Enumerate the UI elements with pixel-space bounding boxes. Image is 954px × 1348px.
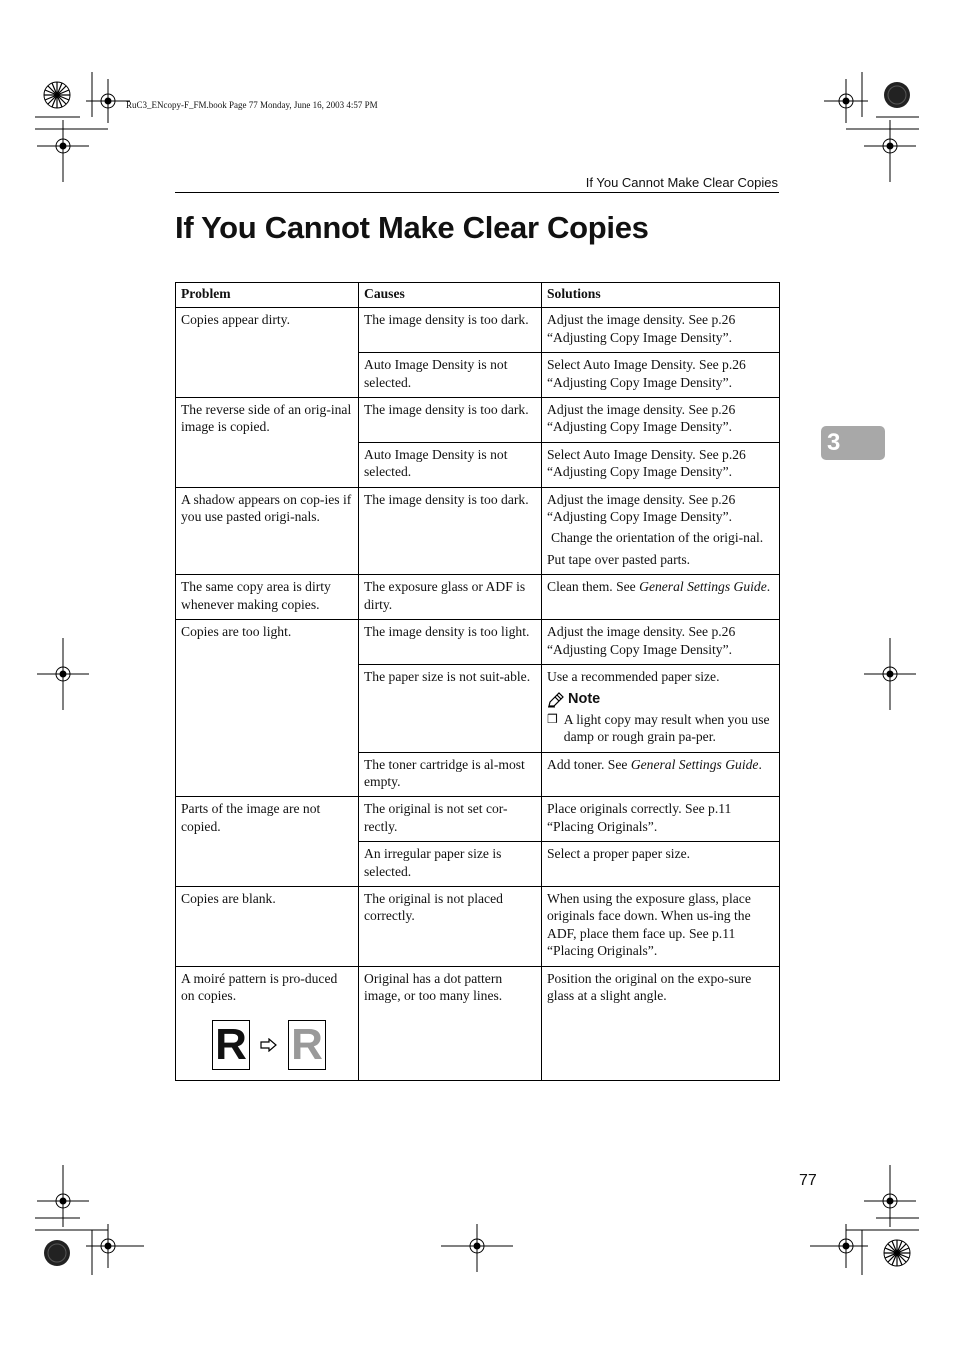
table-row xyxy=(176,886,780,966)
cause-cell: The image density is too dark. xyxy=(359,308,542,353)
note-label: Note xyxy=(568,691,601,708)
cause-cell: The image density is too dark. xyxy=(359,487,542,575)
table-row xyxy=(176,398,780,443)
filled-circle-mark xyxy=(44,1240,70,1266)
table-header-row xyxy=(176,283,780,308)
solution-cell xyxy=(542,487,780,575)
solution-cell: When using the exposure glass, place originals face down. When us-ing the ADF, place them face up. See p.11 “Placing Originals”. xyxy=(542,886,780,966)
running-head: If You Cannot Make Clear Copies xyxy=(585,175,778,190)
crosshair-mark xyxy=(37,638,89,710)
moire-r-image: R xyxy=(288,1020,326,1070)
page-title: If You Cannot Make Clear Copies xyxy=(175,210,649,245)
problem-cell xyxy=(176,966,359,1080)
crosshair-mark xyxy=(864,638,916,710)
crosshair-mark xyxy=(86,79,130,123)
filled-circle-mark xyxy=(884,82,910,108)
cause-cell: The original is not set cor-rectly. xyxy=(359,797,542,842)
note-item xyxy=(547,711,774,746)
problem-cell: Copies appear dirty. xyxy=(176,308,359,398)
solution-cell: Select Auto Image Density. See p.26 “Adjusting Copy Image Density”. xyxy=(542,442,780,487)
starburst-mark xyxy=(44,82,70,108)
crosshair-mark xyxy=(86,1224,144,1268)
problem-cell: The reverse side of an orig-inal image is copied. xyxy=(176,398,359,488)
solution-text: Add toner. See xyxy=(547,756,628,772)
solution-cell: Adjust the image density. See p.26 “Adjusting Copy Image Density”. xyxy=(542,620,780,665)
column-header-solutions: Solutions xyxy=(542,283,780,308)
chapter-tab: 3 xyxy=(821,426,885,460)
cause-cell: The image density is too dark. xyxy=(359,398,542,443)
solution-text: Clean them. See xyxy=(547,579,636,595)
page-number: 77 xyxy=(799,1172,817,1189)
problem-cell: A shadow appears on cop-ies if you use pasted origi-nals. xyxy=(176,487,359,575)
cause-cell: Auto Image Density is not selected. xyxy=(359,442,542,487)
solution-cell xyxy=(542,752,780,797)
file-info: RuC3_ENcopy-F_FM.book Page 77 Monday, June 16, 2003 4:57 PM xyxy=(126,100,378,110)
solution-cell: Select Auto Image Density. See p.26 “Adjusting Copy Image Density”. xyxy=(542,353,780,398)
cause-cell: The paper size is not suit-able. xyxy=(359,664,542,752)
starburst-mark xyxy=(884,1240,910,1266)
problem-cell: Copies are too light. xyxy=(176,620,359,797)
solution-cell: Position the original on the expo-sure glass at a slight angle. xyxy=(542,966,780,1080)
cause-cell: An irregular paper size is selected. xyxy=(359,842,542,887)
note-text: A light copy may result when you use damp or rough grain pa-per. xyxy=(563,711,770,745)
solution-cell: Adjust the image density. See p.26 “Adjusting Copy Image Density”. xyxy=(542,398,780,443)
solution-text-end: . xyxy=(766,579,771,595)
problem-text: A moiré pattern is pro-duced on copies. xyxy=(181,970,338,1003)
solution-cell xyxy=(542,575,780,620)
cause-cell: Original has a dot pattern image, or too many lines. xyxy=(359,966,542,1080)
table-row xyxy=(176,308,780,353)
problem-cell: Parts of the image are not copied. xyxy=(176,797,359,887)
cause-cell: The image density is too light. xyxy=(359,620,542,665)
table-row xyxy=(176,797,780,842)
solution-cell: Adjust the image density. See p.26 “Adjusting Copy Image Density”. xyxy=(542,308,780,353)
header-rule xyxy=(175,192,779,193)
column-header-causes: Causes xyxy=(359,283,542,308)
solution-text-end: . xyxy=(758,756,762,772)
table-row xyxy=(176,487,780,575)
reference-link: General Settings Guide xyxy=(639,579,767,595)
solution-text: Use a recommended paper size. xyxy=(547,668,720,684)
moire-illustration xyxy=(212,1020,353,1070)
crosshair-mark xyxy=(824,79,868,123)
cause-cell: The toner cartridge is al-most empty. xyxy=(359,752,542,797)
solution-text: Change the orientation of the origi-nal. xyxy=(551,530,764,546)
problem-cell: The same copy area is dirty whenever making copies. xyxy=(176,575,359,620)
note-heading xyxy=(547,691,774,708)
table-row xyxy=(176,620,780,665)
reference-link: General Settings Guide xyxy=(630,756,759,772)
troubleshooting-table xyxy=(175,282,780,1081)
cause-cell: Auto Image Density is not selected. xyxy=(359,353,542,398)
solution-text: Adjust the image density. See p.26 “Adjusting Copy Image Density”. xyxy=(547,491,736,525)
solution-cell: Place originals correctly. See p.11 “Placing Originals”. xyxy=(542,797,780,842)
crosshair-mark xyxy=(441,1224,513,1272)
table-row xyxy=(176,966,780,1080)
solution-cell: Select a proper paper size. xyxy=(542,842,780,887)
cause-cell: The exposure glass or ADF is dirty. xyxy=(359,575,542,620)
column-header-problem: Problem xyxy=(176,283,359,308)
solution-text: Put tape over pasted parts. xyxy=(547,551,691,567)
arrow-right-icon xyxy=(260,1038,278,1052)
checkbox-bullet-icon: ❒ xyxy=(547,711,558,726)
cause-cell: The original is not placed correctly. xyxy=(359,886,542,966)
problem-cell: Copies are blank. xyxy=(176,886,359,966)
crosshair-mark xyxy=(810,1224,868,1268)
pencil-icon xyxy=(547,692,565,708)
original-r-image: R xyxy=(212,1020,250,1070)
solution-cell xyxy=(542,664,780,752)
table-row xyxy=(176,575,780,620)
